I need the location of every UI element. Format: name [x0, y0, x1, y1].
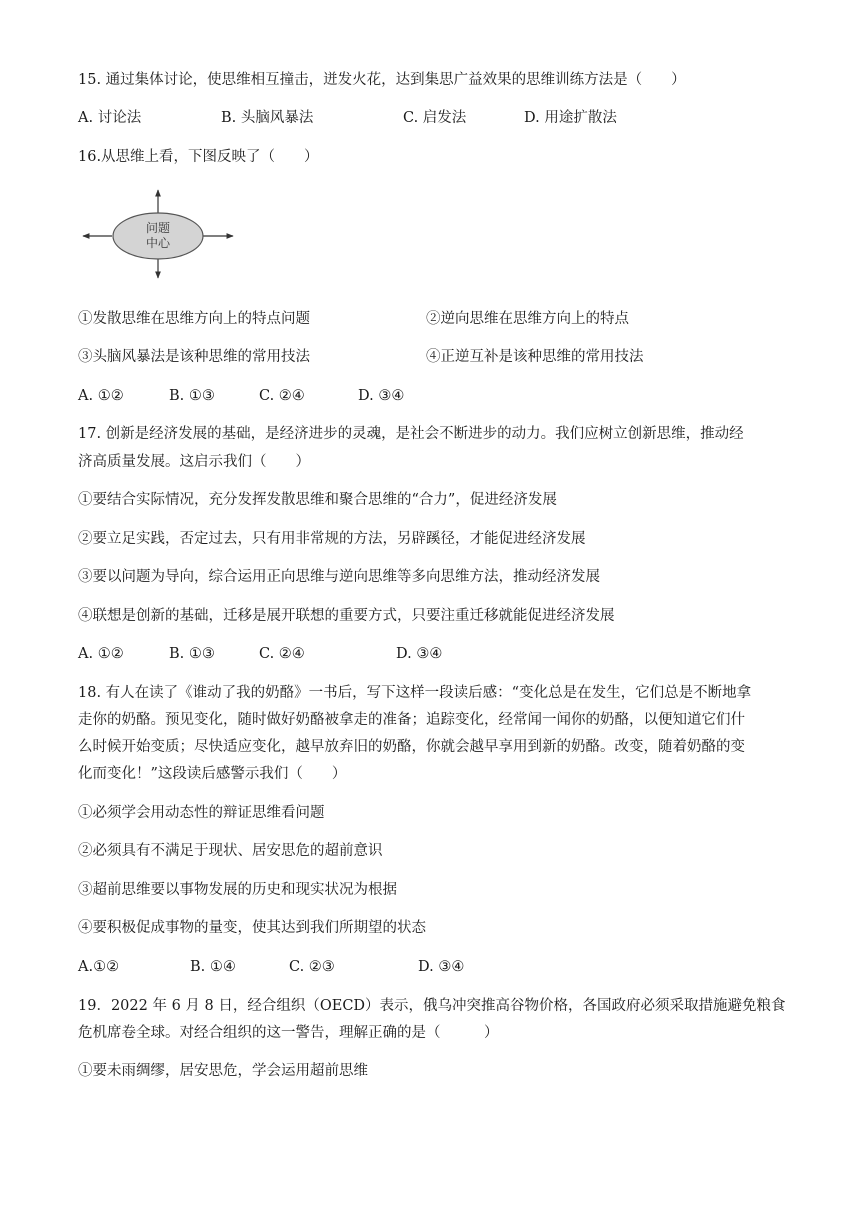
q16-statement-3: ③头脑风暴法是该种思维的常用技法	[78, 349, 310, 365]
q17-statement-1: ①要结合实际情况，充分发挥发散思维和聚合思维的“合力”，促进经济发展	[78, 492, 557, 508]
q18-options	[78, 957, 798, 977]
q16-option-a: A. ①②	[78, 388, 124, 404]
q16-statement-2: ②逆向思维在思维方向上的特点	[426, 311, 629, 327]
q18-statement-1: ①必须学会用动态性的辩证思维看问题	[78, 805, 325, 821]
q18-statement-3: ③超前思维要以事物发展的历史和现实状况为根据	[78, 882, 397, 898]
q18-stem-line-4: 化而变化！”这段读后感警示我们（ ）	[78, 766, 347, 782]
q16-options	[78, 386, 798, 406]
q17-options	[78, 644, 798, 664]
q17-option-d: D. ③④	[396, 646, 443, 662]
q18-option-b: B. ①④	[190, 959, 236, 975]
q17-statement-3: ③要以问题为导向，综合运用正向思维与逆向思维等多向思维方法，推动经济发展	[78, 569, 600, 585]
q17-option-c: C. ②④	[259, 646, 305, 662]
q18-stem-line-3: 么时候开始变质；尽快适应变化，越早放弃旧的奶酪，你就会越早享用到新的奶酪。改变，随着奶酪的变	[78, 739, 745, 755]
q18-option-c: C. ②③	[289, 959, 335, 975]
q18-statement-4: ④要积极促成事物的量变，使其达到我们所期望的状态	[78, 920, 426, 936]
q18-stem-line-2: 走你的奶酪。预见变化，随时做好奶酪被拿走的准备；追踪变化，经常闻一闻你的奶酪，以便知道它们什	[78, 712, 745, 728]
q19-stem-line-2: 危机席卷全球。对经合组织的这一警告，理解正确的是（ ）	[78, 1025, 499, 1041]
q19-statement-1: ①要未雨绸缪，居安思危，学会运用超前思维	[78, 1063, 368, 1079]
q17-stem-line-1: 17. 创新是经济发展的基础，是经济进步的灵魂，是社会不断进步的动力。我们应树立创新思维，推动经	[78, 426, 744, 442]
q18-option-d: D. ③④	[418, 959, 465, 975]
q18-option-a: A.①②	[78, 959, 120, 975]
q17-statement-2: ②要立足实践，否定过去，只有用非常规的方法，另辟蹊径，才能促进经济发展	[78, 531, 586, 547]
q16-statement-1: ①发散思维在思维方向上的特点问题	[78, 311, 310, 327]
q19-stem-line-1: 19．2022 年 6 月 8 日，经合组织（OECD）表示，俄乌冲突推高谷物价格，各国政府必须采取措施避免粮食	[78, 998, 786, 1014]
q18-statement-2: ②必须具有不满足于现状、居安思危的超前意识	[78, 843, 383, 859]
q15-option-c: C. 启发法	[403, 110, 467, 126]
q18-stem-line-1: 18. 有人在读了《谁动了我的奶酪》一书后，写下这样一段读后感：“变化总是在发生，它们总是不断地拿	[78, 685, 752, 701]
q16-option-d: D. ③④	[358, 388, 405, 404]
q15-option-b: B. 头脑风暴法	[221, 110, 314, 126]
q16-statement-4: ④正逆互补是该种思维的常用技法	[426, 349, 644, 365]
q17-stem-line-2: 济高质量发展。这启示我们（ ）	[78, 454, 310, 470]
q15-stem-line-1: 15. 通过集体讨论，使思维相互撞击，迸发火花，达到集思广益效果的思维训练方法是（ ）	[78, 72, 686, 88]
q17-statement-4: ④联想是创新的基础，迁移是展开联想的重要方式，只要注重迁移就能促进经济发展	[78, 608, 615, 624]
q16-stem-line-1: 16.从思维上看，下图反映了（ ）	[78, 149, 319, 165]
problem-center-diagram	[78, 186, 238, 282]
q15-option-d: D. 用途扩散法	[524, 110, 617, 126]
figure-label-top: 问题	[145, 221, 171, 235]
q17-option-b: B. ①③	[169, 646, 215, 662]
q16-option-c: C. ②④	[259, 388, 305, 404]
q17-option-a: A. ①②	[78, 646, 124, 662]
figure-label-bottom: 中心	[145, 236, 171, 250]
q15-options	[78, 108, 798, 128]
q16-option-b: B. ①③	[169, 388, 215, 404]
q15-option-a: A. 讨论法	[78, 110, 142, 126]
